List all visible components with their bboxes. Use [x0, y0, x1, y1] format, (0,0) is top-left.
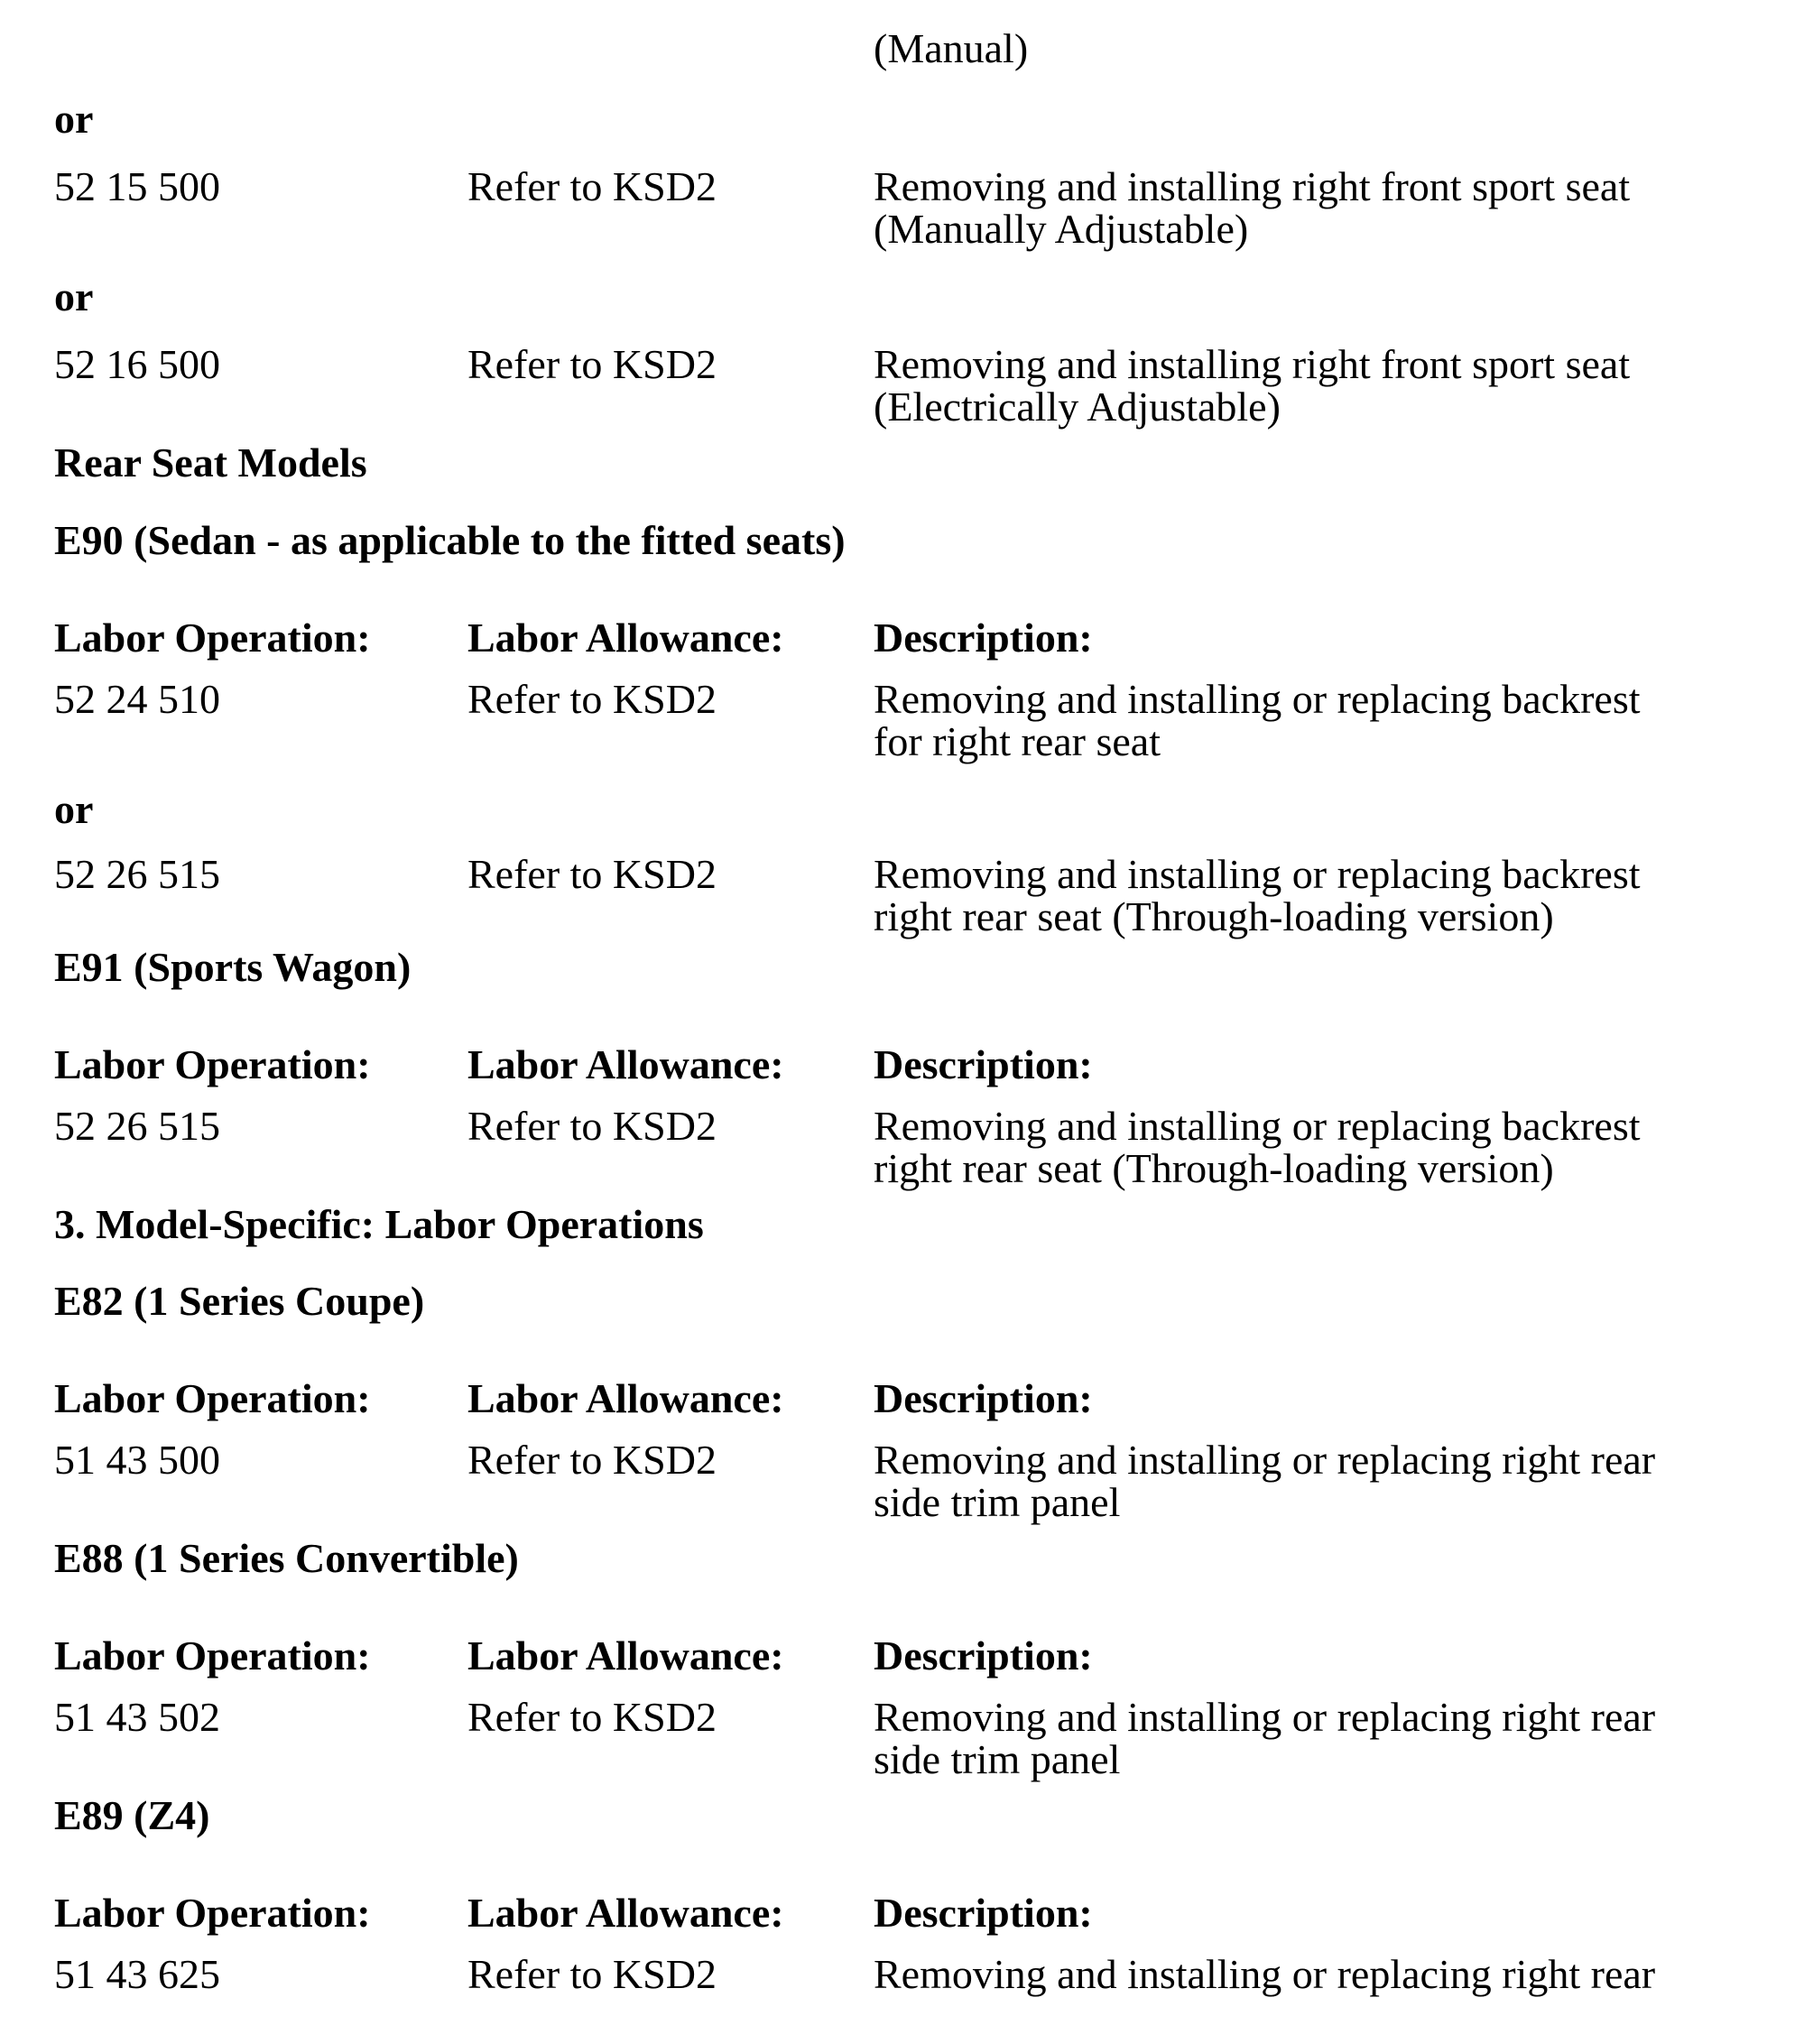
- description-header: Description:: [874, 1890, 1093, 1936]
- labor-allowance-value: Refer to KSD2: [467, 1694, 717, 1740]
- labor-operation-value: 52 26 515: [54, 1103, 220, 1149]
- description-value: Removing and installing or replacing backrest right rear seat (Through-loading version): [874, 1103, 1641, 1191]
- description-continuation-text: (Manual): [874, 25, 1029, 71]
- description-header: Description:: [874, 1041, 1093, 1087]
- labor-operation-value: 52 15 500: [54, 163, 220, 209]
- labor-allowance-value: Refer to KSD2: [467, 1437, 717, 1483]
- labor-operation-value: 51 43 625: [54, 1951, 220, 1997]
- labor-allowance-header: Labor Allowance:: [467, 1041, 784, 1087]
- or-separator: or: [54, 273, 94, 319]
- labor-allowance-header: Labor Allowance:: [467, 615, 784, 661]
- labor-operation-header: Labor Operation:: [54, 1632, 371, 1679]
- model-heading-e88: E88 (1 Series Convertible): [54, 1535, 519, 1581]
- labor-allowance-value: Refer to KSD2: [467, 341, 717, 387]
- labor-operation-header: Labor Operation:: [54, 615, 371, 661]
- description-value: Removing and installing right front sport seat (Electrically Adjustable): [874, 341, 1631, 430]
- labor-allowance-value: Refer to KSD2: [467, 676, 717, 722]
- or-separator: or: [54, 96, 94, 142]
- labor-operation-header: Labor Operation:: [54, 1041, 371, 1087]
- labor-operation-value: 52 26 515: [54, 851, 220, 897]
- labor-allowance-header: Labor Allowance:: [467, 1632, 784, 1679]
- labor-operation-value: 51 43 500: [54, 1437, 220, 1483]
- labor-allowance-value: Refer to KSD2: [467, 1951, 717, 1997]
- model-heading-e82: E82 (1 Series Coupe): [54, 1278, 425, 1324]
- description-value: Removing and installing or replacing backrest for right rear seat: [874, 676, 1641, 764]
- labor-operation-value: 52 24 510: [54, 676, 220, 722]
- labor-allowance-value: Refer to KSD2: [467, 1103, 717, 1149]
- labor-allowance-value: Refer to KSD2: [467, 851, 717, 897]
- or-separator: or: [54, 786, 94, 832]
- model-heading-e89: E89 (Z4): [54, 1792, 210, 1838]
- labor-operation-header: Labor Operation:: [54, 1890, 371, 1936]
- labor-allowance-header: Labor Allowance:: [467, 1375, 784, 1421]
- description-header: Description:: [874, 1632, 1093, 1679]
- description-value: Removing and installing or replacing right rear side trim panel: [874, 1694, 1656, 1782]
- description-value: Removing and installing or replacing backrest right rear seat (Through-loading version): [874, 851, 1641, 939]
- labor-allowance-value: Refer to KSD2: [467, 163, 717, 209]
- description-value: Removing and installing right front sport seat (Manually Adjustable): [874, 163, 1631, 252]
- model-heading-e90: E90 (Sedan - as applicable to the fitted seats): [54, 517, 846, 563]
- labor-allowance-header: Labor Allowance:: [467, 1890, 784, 1936]
- labor-operation-value: 52 16 500: [54, 341, 220, 387]
- section-heading-rear-seat-models: Rear Seat Models: [54, 439, 367, 486]
- description-value: Removing and installing or replacing right rear: [874, 1951, 1656, 1997]
- labor-operation-header: Labor Operation:: [54, 1375, 371, 1421]
- section-heading-model-specific: 3. Model-Specific: Labor Operations: [54, 1201, 704, 1247]
- description-header: Description:: [874, 1375, 1093, 1421]
- description-value: Removing and installing or replacing right rear side trim panel: [874, 1437, 1656, 1525]
- description-header: Description:: [874, 615, 1093, 661]
- model-heading-e91: E91 (Sports Wagon): [54, 944, 412, 990]
- labor-operation-value: 51 43 502: [54, 1694, 220, 1740]
